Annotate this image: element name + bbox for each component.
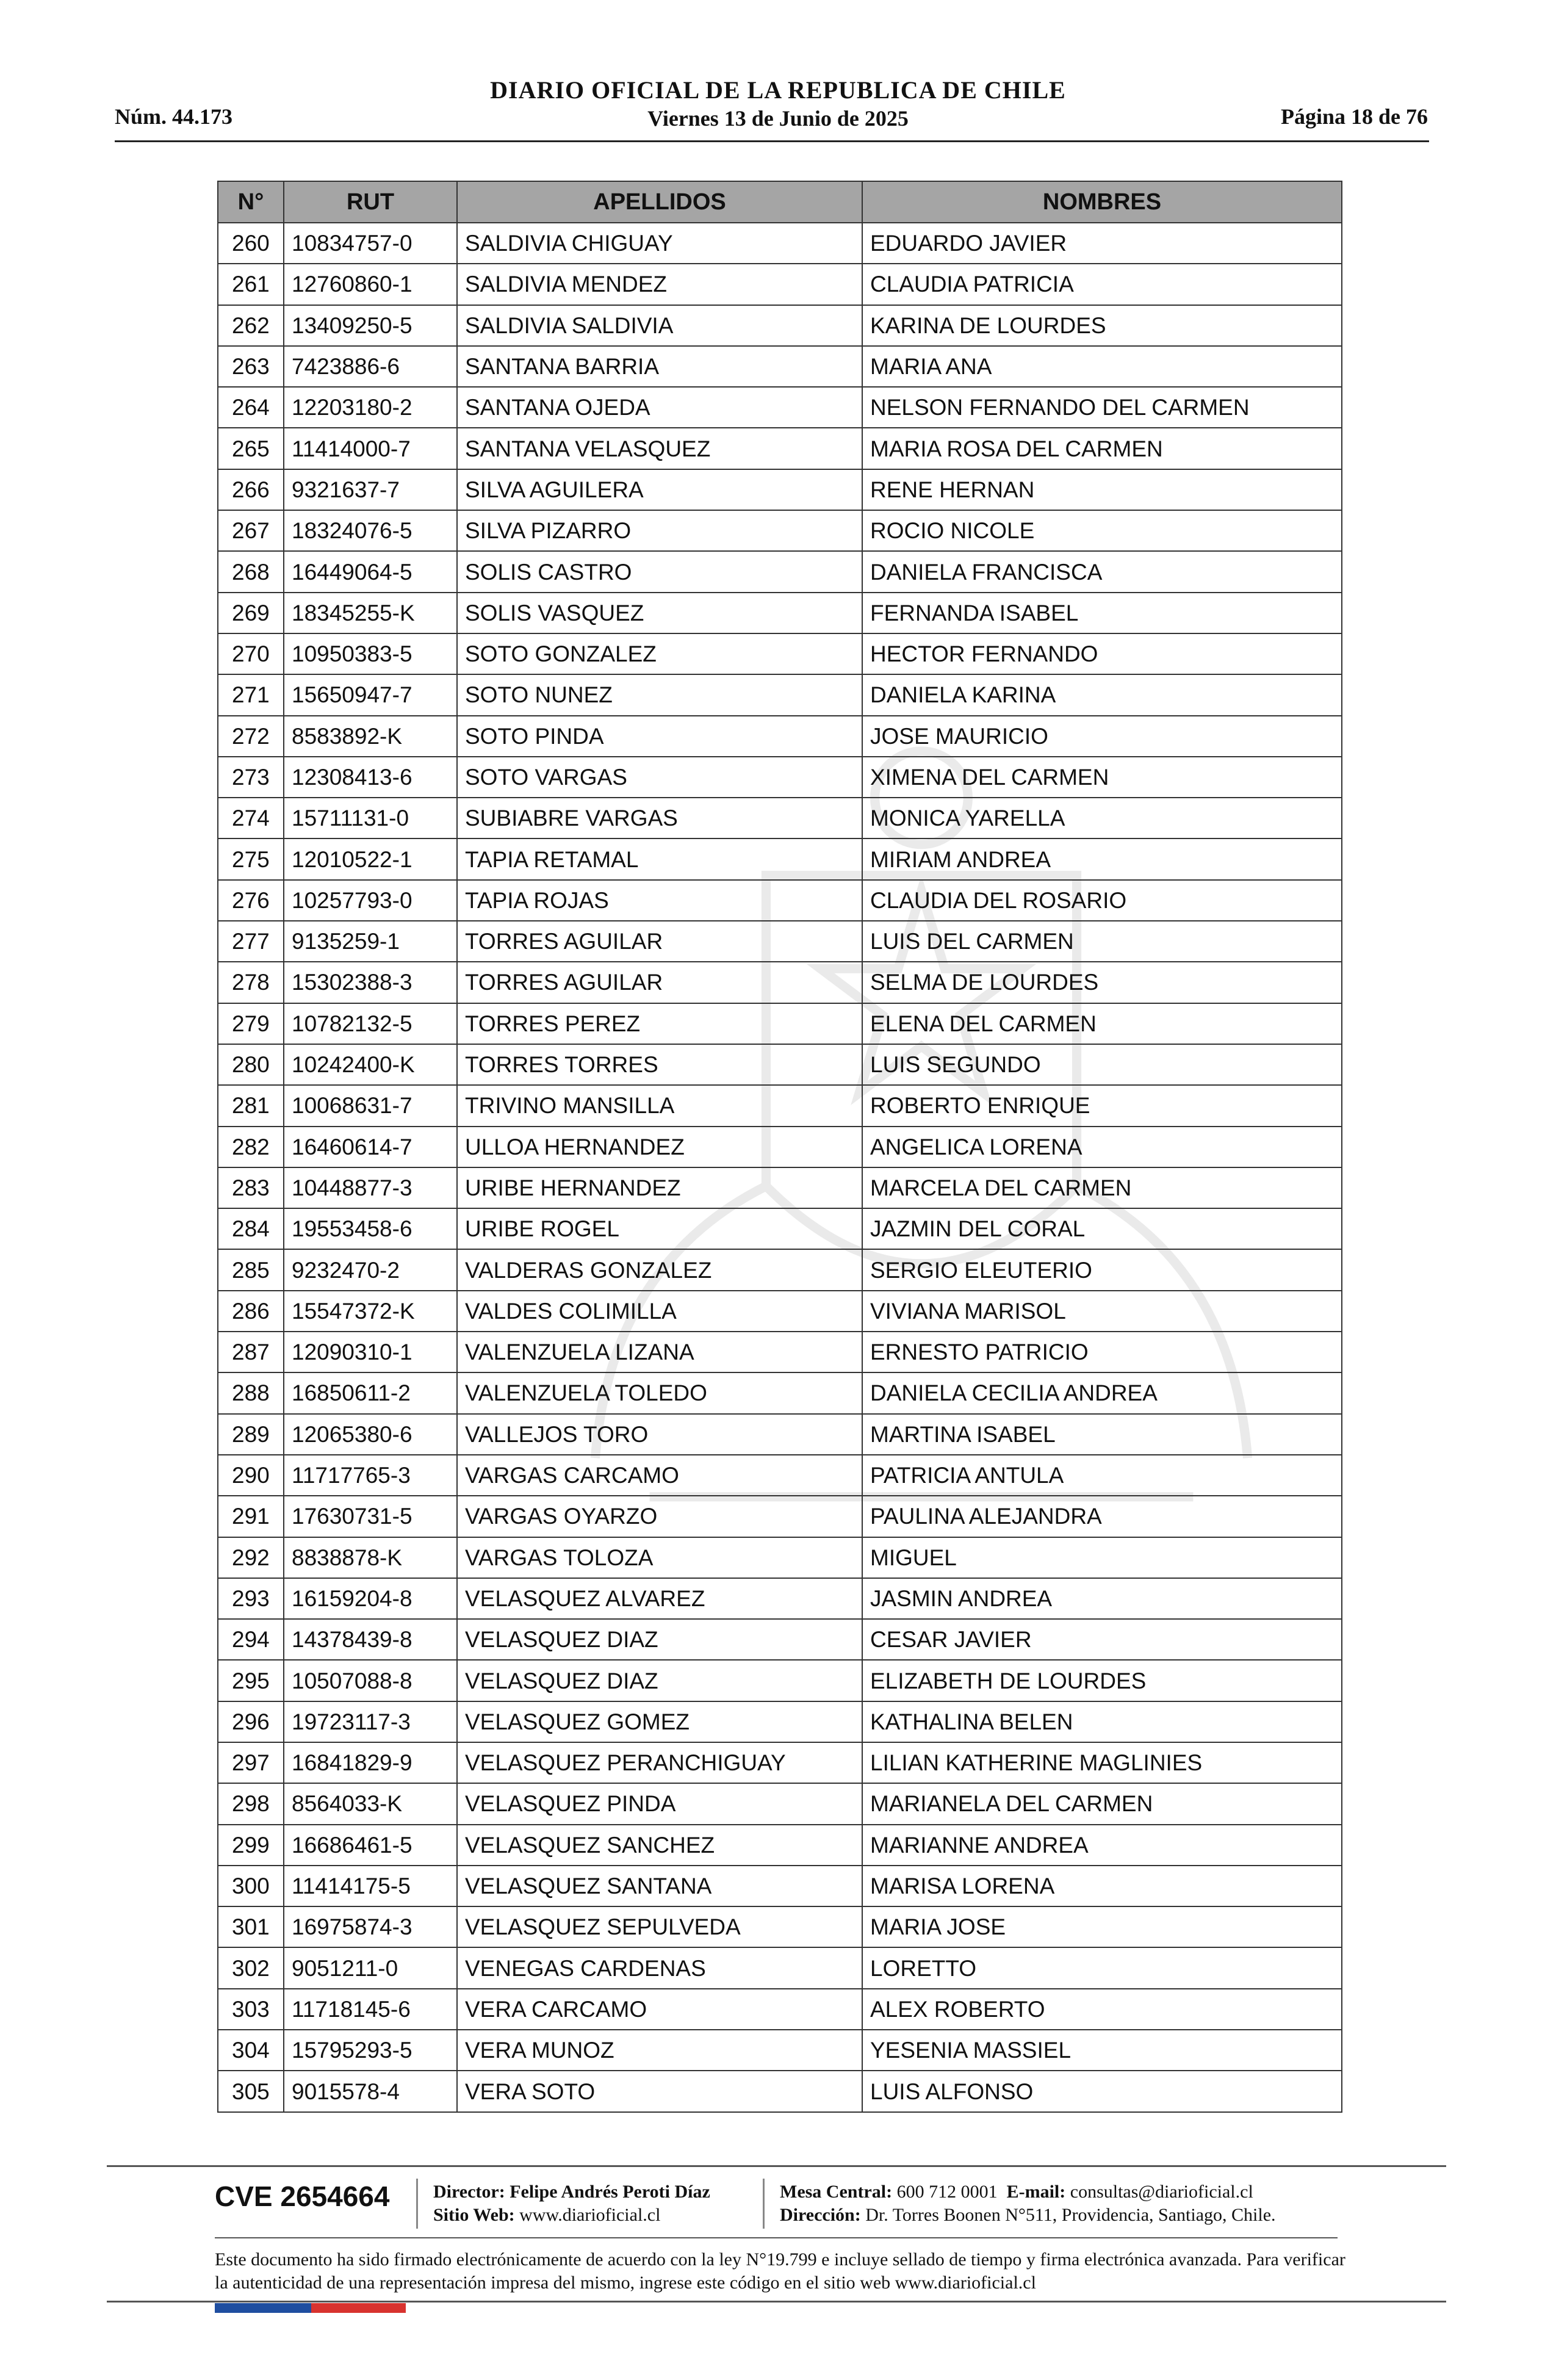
cell-nombres: VIVIANA MARISOL <box>862 1291 1342 1332</box>
cell-rut: 16975874-3 <box>284 1906 457 1947</box>
cell-number: 268 <box>218 551 284 592</box>
contact-info <box>780 2180 1276 2227</box>
cell-nombres: YESENIA MASSIEL <box>862 2030 1342 2071</box>
table-row <box>218 716 1342 757</box>
table-row <box>218 2071 1342 2111</box>
cell-rut: 13409250-5 <box>284 305 457 346</box>
cell-number: 280 <box>218 1044 284 1085</box>
cell-apellidos: TAPIA RETAMAL <box>457 838 862 879</box>
roster-table <box>217 181 1342 2113</box>
table-row <box>218 1825 1342 1866</box>
cell-apellidos: TORRES TORRES <box>457 1044 862 1085</box>
cell-apellidos: VALENZUELA TOLEDO <box>457 1372 862 1413</box>
header-divider <box>115 140 1429 142</box>
mesa-label: Mesa Central: <box>780 2182 893 2202</box>
issue-number: Núm. 44.173 <box>115 104 233 129</box>
cell-number: 275 <box>218 838 284 879</box>
cell-rut: 16686461-5 <box>284 1825 457 1866</box>
table-row <box>218 838 1342 879</box>
cell-nombres: JASMIN ANDREA <box>862 1578 1342 1619</box>
cell-number: 273 <box>218 757 284 798</box>
table-row <box>218 2030 1342 2071</box>
email-label: E-mail: <box>1006 2182 1066 2202</box>
cell-apellidos: VARGAS OYARZO <box>457 1496 862 1537</box>
cell-nombres: DANIELA KARINA <box>862 674 1342 715</box>
cell-number: 276 <box>218 880 284 921</box>
cell-rut: 15547372-K <box>284 1291 457 1332</box>
cell-nombres: MARIANELA DEL CARMEN <box>862 1783 1342 1824</box>
cell-rut: 9051211-0 <box>284 1947 457 1988</box>
cell-nombres: DANIELA CECILIA ANDREA <box>862 1372 1342 1413</box>
cell-rut: 10507088-8 <box>284 1660 457 1701</box>
cell-number: 279 <box>218 1003 284 1044</box>
cell-number: 284 <box>218 1208 284 1249</box>
cell-apellidos: VELASQUEZ PERANCHIGUAY <box>457 1742 862 1783</box>
cell-apellidos: SANTANA BARRIA <box>457 346 862 387</box>
cell-nombres: KARINA DE LOURDES <box>862 305 1342 346</box>
column-header-apellidos: APELLIDOS <box>457 181 862 223</box>
cell-apellidos: SUBIABRE VARGAS <box>457 798 862 838</box>
table-row <box>218 798 1342 838</box>
table-row <box>218 428 1342 469</box>
table-row <box>218 633 1342 674</box>
table-row <box>218 346 1342 387</box>
cell-apellidos: TRIVINO MANSILLA <box>457 1085 862 1126</box>
cell-apellidos: VELASQUEZ DIAZ <box>457 1660 862 1701</box>
table-row <box>218 1742 1342 1783</box>
cell-nombres: LORETTO <box>862 1947 1342 1988</box>
cell-apellidos: VELASQUEZ ALVAREZ <box>457 1578 862 1619</box>
cell-number: 262 <box>218 305 284 346</box>
cell-number: 285 <box>218 1249 284 1290</box>
table-row <box>218 1989 1342 2030</box>
cell-rut: 10068631-7 <box>284 1085 457 1126</box>
table-header-row <box>218 181 1342 223</box>
cell-number: 267 <box>218 510 284 551</box>
table-row <box>218 1414 1342 1455</box>
cell-number: 302 <box>218 1947 284 1988</box>
cell-nombres: PAULINA ALEJANDRA <box>862 1496 1342 1537</box>
director-info <box>433 2180 710 2227</box>
cell-apellidos: SILVA PIZARRO <box>457 510 862 551</box>
cell-rut: 14378439-8 <box>284 1619 457 1660</box>
table-row <box>218 593 1342 633</box>
cell-apellidos: TORRES AGUILAR <box>457 962 862 1003</box>
table-row <box>218 264 1342 305</box>
cell-number: 265 <box>218 428 284 469</box>
cell-number: 278 <box>218 962 284 1003</box>
cell-apellidos: VERA MUNOZ <box>457 2030 862 2071</box>
cell-number: 299 <box>218 1825 284 1866</box>
cell-number: 286 <box>218 1291 284 1332</box>
cell-nombres: CESAR JAVIER <box>862 1619 1342 1660</box>
cell-number: 298 <box>218 1783 284 1824</box>
table-row <box>218 1044 1342 1085</box>
cell-rut: 10257793-0 <box>284 880 457 921</box>
cell-number: 297 <box>218 1742 284 1783</box>
cell-rut: 11717765-3 <box>284 1455 457 1496</box>
cell-apellidos: VELASQUEZ SANTANA <box>457 1866 862 1906</box>
cell-number: 260 <box>218 223 284 264</box>
cell-number: 296 <box>218 1701 284 1742</box>
cell-apellidos: TORRES PEREZ <box>457 1003 862 1044</box>
cell-apellidos: VERA SOTO <box>457 2071 862 2111</box>
cell-rut: 15650947-7 <box>284 674 457 715</box>
cell-number: 283 <box>218 1167 284 1208</box>
site-label: Sitio Web: <box>433 2205 515 2225</box>
cell-number: 304 <box>218 2030 284 2071</box>
table-row <box>218 1866 1342 1906</box>
column-header-number: N° <box>218 181 284 223</box>
footer-separator <box>416 2179 418 2229</box>
director-name: Felipe Andrés Peroti Díaz <box>510 2182 710 2202</box>
table-row <box>218 1003 1342 1044</box>
cell-number: 288 <box>218 1372 284 1413</box>
footer-divider-middle <box>215 2237 1338 2238</box>
table-row <box>218 1455 1342 1496</box>
cell-number: 281 <box>218 1085 284 1126</box>
cve-code: CVE 2654664 <box>215 2180 390 2212</box>
cell-number: 274 <box>218 798 284 838</box>
cell-apellidos: SOTO VARGAS <box>457 757 862 798</box>
cell-number: 264 <box>218 387 284 428</box>
table-row <box>218 1085 1342 1126</box>
cell-apellidos: VELASQUEZ SANCHEZ <box>457 1825 862 1866</box>
cell-rut: 9232470-2 <box>284 1249 457 1290</box>
cell-nombres: MONICA YARELLA <box>862 798 1342 838</box>
table-row <box>218 1783 1342 1824</box>
cell-nombres: ROCIO NICOLE <box>862 510 1342 551</box>
flag-stripe-red <box>311 2303 406 2313</box>
cell-rut: 16460614-7 <box>284 1127 457 1167</box>
column-header-rut: RUT <box>284 181 457 223</box>
table-row <box>218 962 1342 1003</box>
table-row <box>218 469 1342 510</box>
cell-rut: 11718145-6 <box>284 1989 457 2030</box>
table-row <box>218 921 1342 962</box>
column-header-nombres: NOMBRES <box>862 181 1342 223</box>
table-row <box>218 1619 1342 1660</box>
cell-rut: 12760860-1 <box>284 264 457 305</box>
legal-notice: Este documento ha sido firmado electrónicamente de acuerdo con la ley N°19.799 e incluye sellado de tiempo y firma electrónica avanzada. Para verificar la autenticidad de una representación impresa del mismo, ingrese este código en el sitio web www.diarioficial.cl <box>215 2249 1345 2293</box>
cell-number: 287 <box>218 1332 284 1372</box>
cell-rut: 16159204-8 <box>284 1578 457 1619</box>
cell-rut: 10242400-K <box>284 1044 457 1085</box>
cell-apellidos: VALLEJOS TORO <box>457 1414 862 1455</box>
footer-divider-top <box>107 2165 1446 2167</box>
table-row <box>218 757 1342 798</box>
cell-nombres: CLAUDIA PATRICIA <box>862 264 1342 305</box>
cell-number: 269 <box>218 593 284 633</box>
cell-nombres: CLAUDIA DEL ROSARIO <box>862 880 1342 921</box>
address-value: Dr. Torres Boonen N°511, Providencia, Santiago, Chile. <box>865 2205 1276 2225</box>
cell-apellidos: ULLOA HERNANDEZ <box>457 1127 862 1167</box>
cell-number: 300 <box>218 1866 284 1906</box>
cell-apellidos: SANTANA VELASQUEZ <box>457 428 862 469</box>
cell-rut: 16449064-5 <box>284 551 457 592</box>
cell-rut: 10950383-5 <box>284 633 457 674</box>
cell-nombres: ANGELICA LORENA <box>862 1127 1342 1167</box>
cell-nombres: DANIELA FRANCISCA <box>862 551 1342 592</box>
cell-rut: 18324076-5 <box>284 510 457 551</box>
cell-number: 289 <box>218 1414 284 1455</box>
cell-apellidos: URIBE ROGEL <box>457 1208 862 1249</box>
cell-apellidos: TAPIA ROJAS <box>457 880 862 921</box>
cell-rut: 8583892-K <box>284 716 457 757</box>
cell-nombres: JOSE MAURICIO <box>862 716 1342 757</box>
table-row <box>218 1127 1342 1167</box>
table-row <box>218 1372 1342 1413</box>
cell-apellidos: SALDIVIA SALDIVIA <box>457 305 862 346</box>
cell-nombres: LUIS SEGUNDO <box>862 1044 1342 1085</box>
cell-nombres: ALEX ROBERTO <box>862 1989 1342 2030</box>
cell-rut: 9015578-4 <box>284 2071 457 2111</box>
roster-body <box>218 223 1342 2112</box>
cell-apellidos: SALDIVIA MENDEZ <box>457 264 862 305</box>
table-row <box>218 1332 1342 1372</box>
table-row <box>218 1496 1342 1537</box>
cell-apellidos: VELASQUEZ PINDA <box>457 1783 862 1824</box>
cell-nombres: PATRICIA ANTULA <box>862 1455 1342 1496</box>
cell-nombres: LUIS DEL CARMEN <box>862 921 1342 962</box>
cell-nombres: LUIS ALFONSO <box>862 2071 1342 2111</box>
cell-number: 291 <box>218 1496 284 1537</box>
table-row <box>218 1249 1342 1290</box>
cell-apellidos: VENEGAS CARDENAS <box>457 1947 862 1988</box>
cell-apellidos: SOTO PINDA <box>457 716 862 757</box>
site-link[interactable]: www.diarioficial.cl <box>519 2205 661 2225</box>
table-row <box>218 510 1342 551</box>
cell-number: 282 <box>218 1127 284 1167</box>
cell-nombres: MARIANNE ANDREA <box>862 1825 1342 1866</box>
table-row <box>218 1537 1342 1578</box>
cell-rut: 9135259-1 <box>284 921 457 962</box>
table-row <box>218 1208 1342 1249</box>
table-row <box>218 1906 1342 1947</box>
cell-number: 305 <box>218 2071 284 2111</box>
cell-rut: 12308413-6 <box>284 757 457 798</box>
cell-nombres: JAZMIN DEL CORAL <box>862 1208 1342 1249</box>
cell-apellidos: VARGAS TOLOZA <box>457 1537 862 1578</box>
cell-apellidos: URIBE HERNANDEZ <box>457 1167 862 1208</box>
cell-rut: 19723117-3 <box>284 1701 457 1742</box>
cell-rut: 9321637-7 <box>284 469 457 510</box>
cell-nombres: XIMENA DEL CARMEN <box>862 757 1342 798</box>
cell-apellidos: VALDES COLIMILLA <box>457 1291 862 1332</box>
cell-rut: 11414175-5 <box>284 1866 457 1906</box>
cell-number: 263 <box>218 346 284 387</box>
cell-number: 290 <box>218 1455 284 1496</box>
cell-nombres: FERNANDA ISABEL <box>862 593 1342 633</box>
cell-rut: 15711131-0 <box>284 798 457 838</box>
cell-rut: 19553458-6 <box>284 1208 457 1249</box>
email-link[interactable]: consultas@diarioficial.cl <box>1070 2182 1253 2202</box>
issue-date: Viernes 13 de Junio de 2025 <box>647 106 909 131</box>
cell-nombres: MARCELA DEL CARMEN <box>862 1167 1342 1208</box>
cell-rut: 12203180-2 <box>284 387 457 428</box>
cell-apellidos: SOTO NUNEZ <box>457 674 862 715</box>
cell-apellidos: SOLIS CASTRO <box>457 551 862 592</box>
cell-apellidos: VELASQUEZ DIAZ <box>457 1619 862 1660</box>
flag-stripe-blue <box>215 2303 311 2313</box>
cell-rut: 10834757-0 <box>284 223 457 264</box>
cell-nombres: ROBERTO ENRIQUE <box>862 1085 1342 1126</box>
table-row <box>218 1291 1342 1332</box>
cell-number: 294 <box>218 1619 284 1660</box>
cell-rut: 7423886-6 <box>284 346 457 387</box>
cell-number: 271 <box>218 674 284 715</box>
cell-apellidos: SOLIS VASQUEZ <box>457 593 862 633</box>
cell-number: 301 <box>218 1906 284 1947</box>
cell-nombres: ELIZABETH DE LOURDES <box>862 1660 1342 1701</box>
cell-nombres: MIRIAM ANDREA <box>862 838 1342 879</box>
cell-apellidos: VALENZUELA LIZANA <box>457 1332 862 1372</box>
cell-nombres: SERGIO ELEUTERIO <box>862 1249 1342 1290</box>
cell-number: 293 <box>218 1578 284 1619</box>
table-row <box>218 674 1342 715</box>
page-indicator: Página 18 de 76 <box>1280 104 1428 129</box>
cell-number: 261 <box>218 264 284 305</box>
cell-apellidos: VARGAS CARCAMO <box>457 1455 862 1496</box>
cell-number: 292 <box>218 1537 284 1578</box>
table-row <box>218 223 1342 264</box>
cell-number: 277 <box>218 921 284 962</box>
table-row <box>218 387 1342 428</box>
table-row <box>218 551 1342 592</box>
cell-rut: 8838878-K <box>284 1537 457 1578</box>
cell-apellidos: VELASQUEZ SEPULVEDA <box>457 1906 862 1947</box>
cell-apellidos: VERA CARCAMO <box>457 1989 862 2030</box>
cell-rut: 16841829-9 <box>284 1742 457 1783</box>
cell-rut: 8564033-K <box>284 1783 457 1824</box>
cell-number: 295 <box>218 1660 284 1701</box>
cell-nombres: RENE HERNAN <box>862 469 1342 510</box>
table-row <box>218 1660 1342 1701</box>
cell-nombres: ERNESTO PATRICIO <box>862 1332 1342 1372</box>
cell-apellidos: SOTO GONZALEZ <box>457 633 862 674</box>
cell-rut: 18345255-K <box>284 593 457 633</box>
cell-nombres: MARIA JOSE <box>862 1906 1342 1947</box>
table-row <box>218 1701 1342 1742</box>
cell-rut: 10448877-3 <box>284 1167 457 1208</box>
cell-apellidos: VELASQUEZ GOMEZ <box>457 1701 862 1742</box>
masthead-title: DIARIO OFICIAL DE LA REPUBLICA DE CHILE <box>490 76 1066 104</box>
cell-apellidos: SALDIVIA CHIGUAY <box>457 223 862 264</box>
cell-nombres: MARIA ROSA DEL CARMEN <box>862 428 1342 469</box>
address-label: Dirección: <box>780 2205 861 2225</box>
cell-rut: 16850611-2 <box>284 1372 457 1413</box>
cell-nombres: MARISA LORENA <box>862 1866 1342 1906</box>
cell-apellidos: SANTANA OJEDA <box>457 387 862 428</box>
table-row <box>218 1947 1342 1988</box>
cell-number: 303 <box>218 1989 284 2030</box>
cell-rut: 15795293-5 <box>284 2030 457 2071</box>
cell-rut: 10782132-5 <box>284 1003 457 1044</box>
cell-nombres: EDUARDO JAVIER <box>862 223 1342 264</box>
cell-nombres: HECTOR FERNANDO <box>862 633 1342 674</box>
cell-rut: 11414000-7 <box>284 428 457 469</box>
cell-nombres: MARTINA ISABEL <box>862 1414 1342 1455</box>
table-row <box>218 305 1342 346</box>
cell-number: 270 <box>218 633 284 674</box>
cell-apellidos: SILVA AGUILERA <box>457 469 862 510</box>
cell-apellidos: VALDERAS GONZALEZ <box>457 1249 862 1290</box>
cell-nombres: ELENA DEL CARMEN <box>862 1003 1342 1044</box>
mesa-phone: 600 712 0001 <box>896 2182 998 2202</box>
cell-apellidos: TORRES AGUILAR <box>457 921 862 962</box>
table-row <box>218 1578 1342 1619</box>
cell-rut: 15302388-3 <box>284 962 457 1003</box>
footer-divider-bottom <box>107 2301 1446 2302</box>
cell-nombres: SELMA DE LOURDES <box>862 962 1342 1003</box>
cell-number: 266 <box>218 469 284 510</box>
director-label: Director: <box>433 2182 505 2202</box>
cell-nombres: NELSON FERNANDO DEL CARMEN <box>862 387 1342 428</box>
table-row <box>218 880 1342 921</box>
cell-nombres: LILIAN KATHERINE MAGLINIES <box>862 1742 1342 1783</box>
cell-rut: 12010522-1 <box>284 838 457 879</box>
footer-separator <box>763 2179 765 2229</box>
cell-rut: 12065380-6 <box>284 1414 457 1455</box>
cell-nombres: MARIA ANA <box>862 346 1342 387</box>
table-row <box>218 1167 1342 1208</box>
cell-rut: 12090310-1 <box>284 1332 457 1372</box>
cell-number: 272 <box>218 716 284 757</box>
cell-nombres: MIGUEL <box>862 1537 1342 1578</box>
cell-rut: 17630731-5 <box>284 1496 457 1537</box>
cell-nombres: KATHALINA BELEN <box>862 1701 1342 1742</box>
